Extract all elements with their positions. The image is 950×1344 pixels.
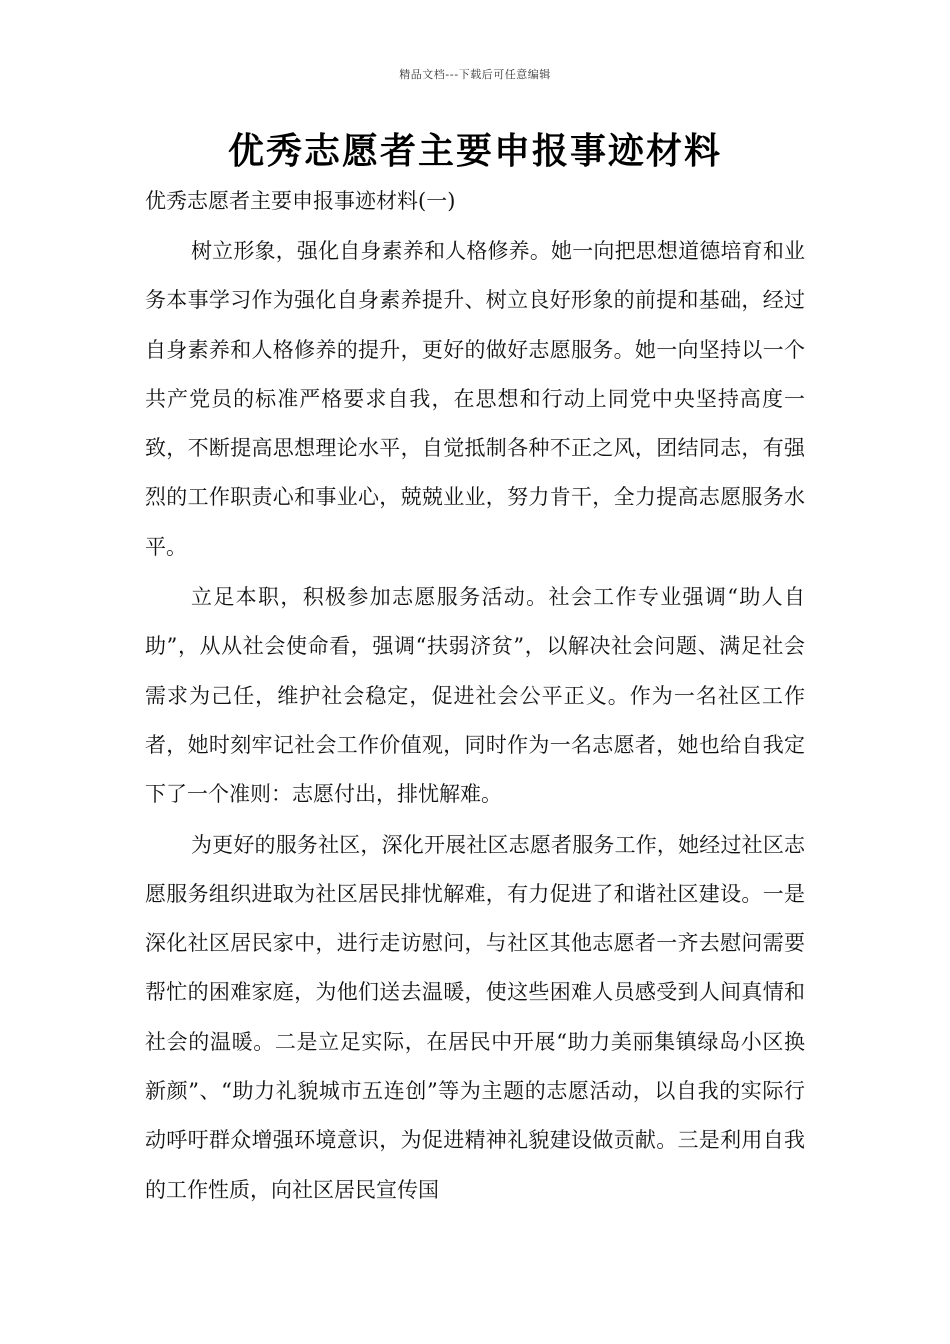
document-body [145, 227, 805, 1216]
paragraph: 为更好的服务社区，深化开展社区志愿者服务工作，她经过社区志愿服务组织进取为社区居民排忧解难，有力促进了和谐社区建设。一是深化社区居民家中，进行走访慰问，与社区其他志愿者一齐去慰问需要帮忙的困难家庭，为他们送去温暖，使这些困难人员感受到人间真情和社会的温暖。二是立足实际，在居民中开展“助力美丽集镇绿岛小区换新颜”、“助力礼貌城市五连创”等为主题的志愿活动，以自我的实际行动呼吁群众增强环境意识，为促进精神礼貌建设做贡献。三是利用自我的工作性质，向社区居民宣传国 [145, 832, 805, 1202]
paragraph: 树立形象，强化自身素养和人格修养。她一向把思想道德培育和业务本事学习作为强化自身素养提升、树立良好形象的前提和基础，经过自身素养和人格修养的提升，更好的做好志愿服务。她一向坚持以一个共产党员的标准严格要求自我，在思想和行动上同党中央坚持高度一致，不断提高思想理论水平，自觉抵制各种不正之风，团结同志，有强烈的工作职责心和事业心，兢兢业业，努力肯干，全力提高志愿服务水平。 [145, 239, 805, 559]
document-subtitle: 优秀志愿者主要申报事迹材料(一) [145, 189, 456, 213]
paragraph: 立足本职，积极参加志愿服务活动。社会工作专业强调“助人自助”，从从社会使命看，强调“扶弱济贫”，以解决社会问题、满足社会需求为己任，维护社会稳定，促进社会公平正义。作为一名社区工作者，她时刻牢记社会工作价值观，同时作为一名志愿者，她也给自我定下了一个准则：志愿付出，排忧解难。 [145, 585, 805, 807]
header-note: 精品文档---下载后可任意编辑 [399, 68, 551, 81]
document-title: 优秀志愿者主要申报事迹材料 [227, 131, 722, 172]
